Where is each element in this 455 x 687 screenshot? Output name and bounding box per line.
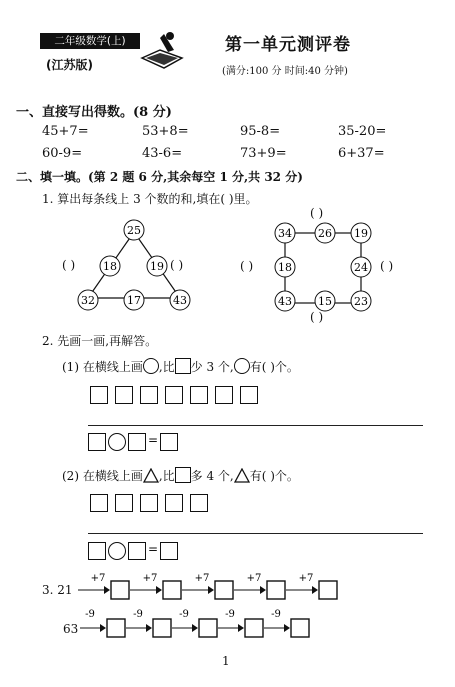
square-shape [140, 386, 158, 404]
exam-meta: (满分:100 分 时间:40 分钟) [222, 66, 348, 77]
answer-box[interactable] [160, 542, 178, 560]
equals-sign: = [148, 433, 159, 447]
answer-box[interactable] [128, 542, 146, 560]
section1-heading: 一、直接写出得数。(8 分) [16, 105, 172, 120]
triangle-diagram [55, 212, 215, 320]
answer-box[interactable] [128, 433, 146, 451]
drawing-line[interactable] [88, 425, 423, 426]
answer-paren[interactable]: ( ) [170, 258, 184, 272]
answer-box [107, 619, 125, 637]
svg-text:26: 26 [318, 227, 332, 240]
step-label: -9 [225, 609, 235, 620]
square-shape [90, 494, 108, 512]
equation: 73+9= [240, 146, 287, 161]
number-circle [147, 256, 167, 276]
question3b-start: 63 [63, 622, 79, 636]
answer-paren[interactable]: ( ) [310, 310, 324, 324]
answer-paren[interactable]: ( ) [240, 259, 254, 273]
number-circle [124, 290, 144, 310]
circle-icon [143, 358, 159, 374]
equals-sign: = [148, 542, 159, 556]
answer-paren[interactable]: ( ) [62, 258, 76, 272]
answer-paren[interactable]: ( ) [380, 259, 394, 273]
square-shape [140, 494, 158, 512]
section2-heading: 二、填一填。(第 2 题 6 分,其余每空 1 分,共 32 分) [16, 170, 303, 184]
equation: 35-20= [338, 124, 387, 139]
equation: 43-6= [142, 146, 183, 161]
circle-icon [234, 358, 250, 374]
step-label: +7 [90, 573, 106, 584]
equation: 95-8= [240, 124, 281, 139]
number-circle [315, 223, 335, 243]
answer-box [319, 581, 337, 599]
square-shape [190, 386, 208, 404]
subtraction-chain [80, 608, 320, 638]
number-circle [78, 290, 98, 310]
svg-text:32: 32 [81, 294, 95, 307]
part2-line: (2) 在横线上画 ,比 多 4 个, 有( )个。 [62, 469, 299, 483]
question1: 1. 算出每条线上 3 个数的和,填在( )里。 [42, 192, 258, 206]
square-shape [190, 494, 208, 512]
svg-text:19: 19 [150, 260, 164, 273]
equation: 6+37= [338, 146, 385, 161]
equation: 60-9= [42, 146, 83, 161]
square-icon [175, 358, 191, 374]
answer-box [163, 581, 181, 599]
square-icon [175, 467, 191, 483]
number-circle [351, 291, 371, 311]
svg-text:34: 34 [278, 227, 292, 240]
square-shape [115, 494, 133, 512]
answer-box [215, 581, 233, 599]
svg-text:17: 17 [127, 294, 141, 307]
answer-box[interactable] [88, 433, 106, 451]
step-label: -9 [271, 609, 281, 620]
square-shape [90, 386, 108, 404]
edition-label: (江苏版) [46, 58, 93, 72]
step-label: +7 [246, 573, 262, 584]
square-shape [240, 386, 258, 404]
answer-box [111, 581, 129, 599]
number-circle [275, 223, 295, 243]
step-label: +7 [298, 573, 314, 584]
triangle-icon [234, 468, 250, 483]
page-title: 第一单元测评卷 [225, 35, 351, 55]
number-circle [100, 256, 120, 276]
step-label: +7 [142, 573, 158, 584]
answer-circle[interactable] [108, 542, 126, 560]
answer-paren[interactable]: ( ) [310, 206, 324, 220]
square-shape [215, 386, 233, 404]
triangle-icon [143, 468, 159, 483]
svg-text:15: 15 [318, 295, 332, 308]
equation: 53+8= [142, 124, 189, 139]
svg-text:24: 24 [354, 261, 368, 274]
svg-text:25: 25 [127, 224, 141, 237]
addition-chain [78, 572, 338, 600]
question2: 2. 先画一画,再解答。 [42, 334, 158, 348]
answer-box [153, 619, 171, 637]
svg-text:18: 18 [278, 261, 292, 274]
number-circle [124, 220, 144, 240]
answer-box[interactable] [160, 433, 178, 451]
svg-text:19: 19 [354, 227, 368, 240]
page-number: 1 [222, 654, 230, 668]
svg-text:23: 23 [354, 295, 368, 308]
part1-line: (1) 在横线上画 ,比 少 3 个, 有( )个。 [62, 360, 299, 374]
square-shape [165, 494, 183, 512]
book-icon [138, 28, 186, 72]
answer-box[interactable] [88, 542, 106, 560]
step-label: -9 [179, 609, 189, 620]
number-circle [351, 223, 371, 243]
equation: 45+7= [42, 124, 89, 139]
step-label: +7 [194, 573, 210, 584]
number-circle [275, 291, 295, 311]
square-shape [165, 386, 183, 404]
svg-text:43: 43 [278, 295, 292, 308]
step-label: -9 [133, 609, 143, 620]
number-circle [275, 257, 295, 277]
svg-text:18: 18 [103, 260, 117, 273]
question3-start: 3. 21 [42, 583, 73, 597]
svg-text:43: 43 [173, 294, 187, 307]
square-diagram [265, 215, 385, 320]
number-circle [351, 257, 371, 277]
answer-box [199, 619, 217, 637]
answer-circle[interactable] [108, 433, 126, 451]
step-label: -9 [85, 609, 95, 620]
square-shape [115, 386, 133, 404]
drawing-line[interactable] [88, 533, 423, 534]
number-circle [315, 291, 335, 311]
grade-badge: 二年级数学(上) [40, 33, 140, 49]
number-circle [170, 290, 190, 310]
answer-box [245, 619, 263, 637]
answer-box [291, 619, 309, 637]
answer-box [267, 581, 285, 599]
